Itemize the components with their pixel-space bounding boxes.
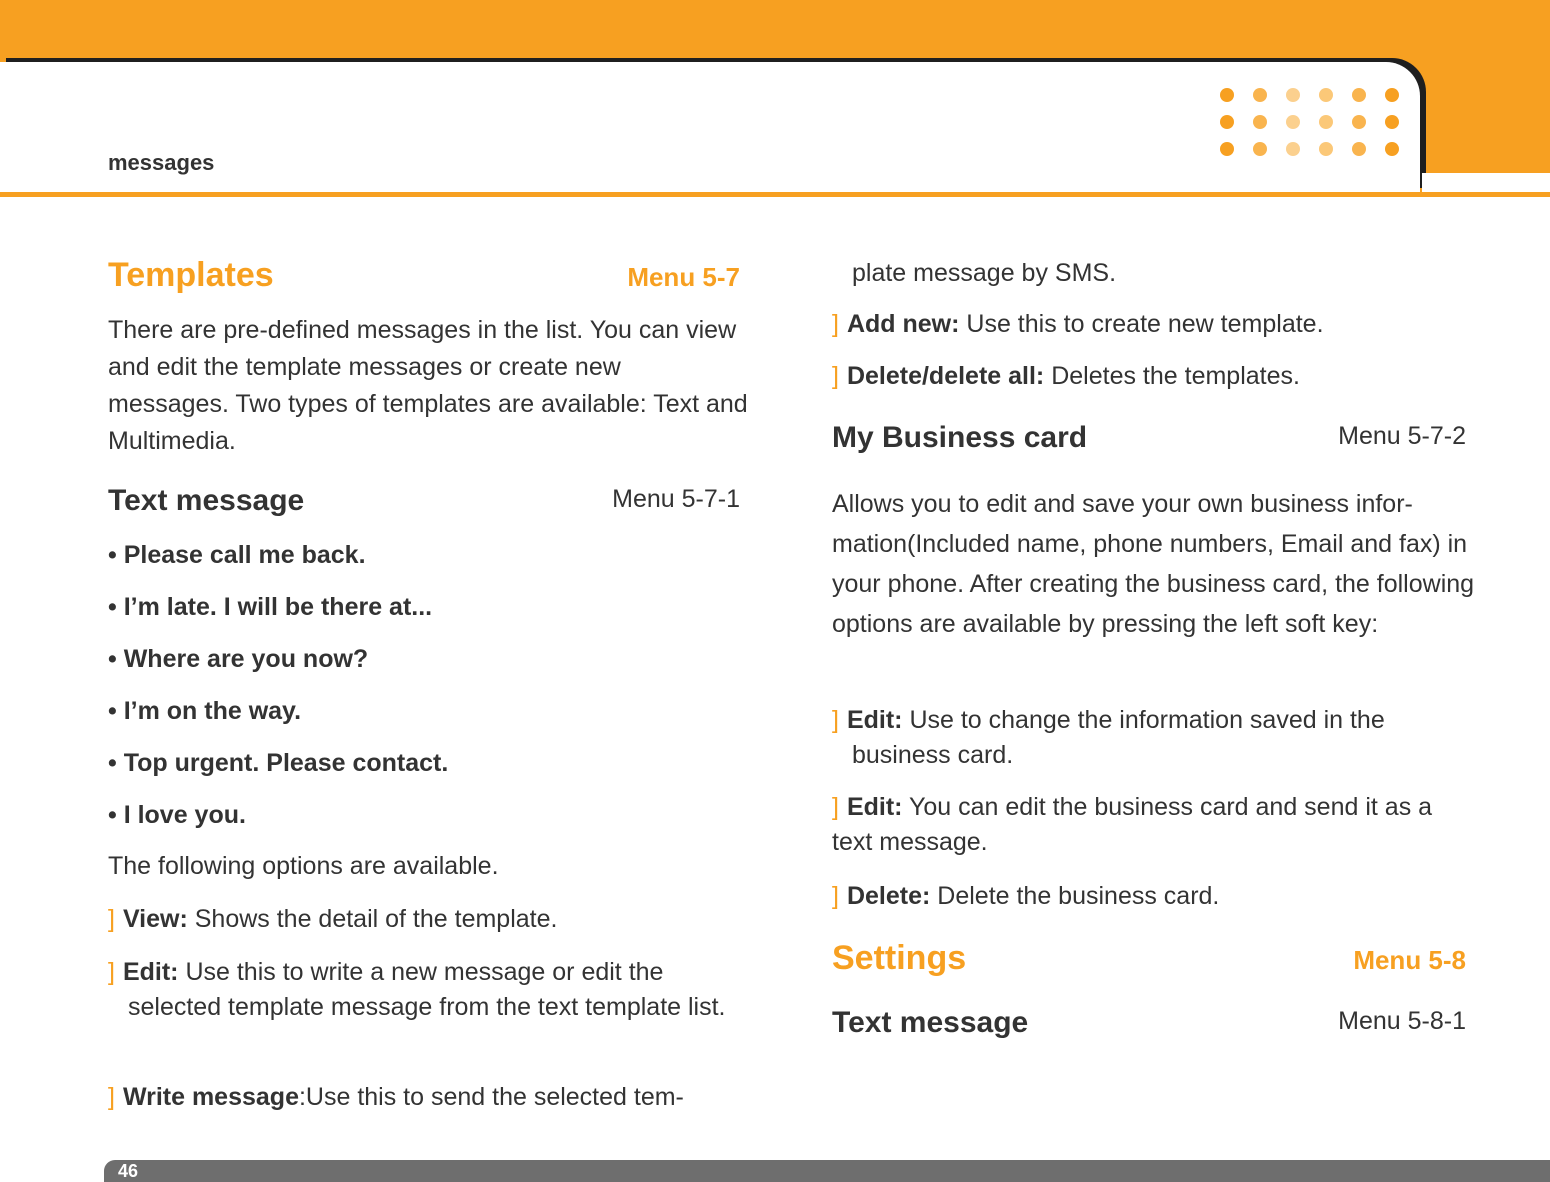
templates-description: There are pre-defined messages in the list. You can view and edit the template messages or create new messages. Two types of templates are available: Text and Multimedia. xyxy=(108,316,748,455)
option-text: Use to change the information saved in the business card. xyxy=(852,706,1385,769)
option-label: Add new: xyxy=(846,310,960,338)
text-message-menu-number: Menu 5-7-1 xyxy=(612,485,740,513)
templates-menu-number: Menu 5-7 xyxy=(627,262,740,292)
template-item: • I love you. xyxy=(108,801,246,829)
bracket-marker-icon: ] xyxy=(108,958,115,986)
bracket-marker-icon: ] xyxy=(832,793,839,821)
bracket-marker-icon: ] xyxy=(108,905,115,933)
template-item: • Where are you now? xyxy=(108,645,369,673)
bracket-marker-icon: ] xyxy=(108,1083,115,1111)
option-text: Delete the business card. xyxy=(930,882,1220,910)
option-edit xyxy=(108,955,748,1025)
bracket-marker-icon: ] xyxy=(832,362,839,390)
option-edit-send xyxy=(832,790,1472,860)
settings-text-message-heading: Text message xyxy=(832,1006,1029,1039)
bracket-marker-icon: ] xyxy=(832,882,839,910)
option-view xyxy=(108,902,748,937)
business-card-heading: My Business card xyxy=(832,421,1088,454)
option-label: Delete/delete all: xyxy=(846,362,1045,390)
page-number: 46 xyxy=(118,1161,139,1181)
option-text: :Use this to send the selected tem- xyxy=(298,1083,684,1111)
settings-menu-number: Menu 5-8 xyxy=(1353,945,1466,975)
settings-heading: Settings xyxy=(832,939,967,977)
options-intro: The following options are available. xyxy=(108,852,499,880)
bracket-marker-icon: ] xyxy=(832,706,839,734)
settings-text-message-menu-number: Menu 5-8-1 xyxy=(1338,1007,1466,1035)
option-label: Edit: xyxy=(846,793,903,821)
option-text: Use this to write a new message or edit the selected template message from the text template list. xyxy=(128,958,726,1021)
option-delete-all xyxy=(832,359,1472,394)
template-item: • Top urgent. Please contact. xyxy=(108,749,449,777)
section-label: messages xyxy=(108,150,215,175)
option-label: Edit: xyxy=(846,706,903,734)
option-write-message xyxy=(108,1080,748,1115)
option-label: View: xyxy=(122,905,188,933)
option-text: Shows the detail of the template. xyxy=(187,905,558,933)
text-message-heading: Text message xyxy=(108,484,305,517)
footer-bar xyxy=(104,1160,1550,1182)
option-edit-card xyxy=(832,703,1472,773)
option-delete-card xyxy=(832,879,1472,914)
option-label: Write message xyxy=(122,1083,299,1111)
template-item: • I’m late. I will be there at... xyxy=(108,593,433,621)
option-add-new xyxy=(832,307,1472,342)
business-card-description: Allows you to edit and save your own business infor- mation(Included name, phone numbers, Email and fax) in your phone. After creating the business card, the following options are available by pressing the left soft key: xyxy=(832,490,1475,638)
option-text: Deletes the templates. xyxy=(1044,362,1300,390)
templates-heading: Templates xyxy=(108,256,274,294)
option-text: You can edit the business card and send it as a text message. xyxy=(832,793,1433,856)
option-text: Use this to create new template. xyxy=(959,310,1324,338)
header-strip xyxy=(1422,173,1550,192)
option-label: Delete: xyxy=(846,882,931,910)
continuation-text: plate message by SMS. xyxy=(852,259,1117,287)
business-card-menu-number: Menu 5-7-2 xyxy=(1338,422,1466,450)
option-label: Edit: xyxy=(122,958,179,986)
bracket-marker-icon: ] xyxy=(832,310,839,338)
template-item: • I’m on the way. xyxy=(108,697,302,725)
template-item: • Please call me back. xyxy=(108,541,366,569)
